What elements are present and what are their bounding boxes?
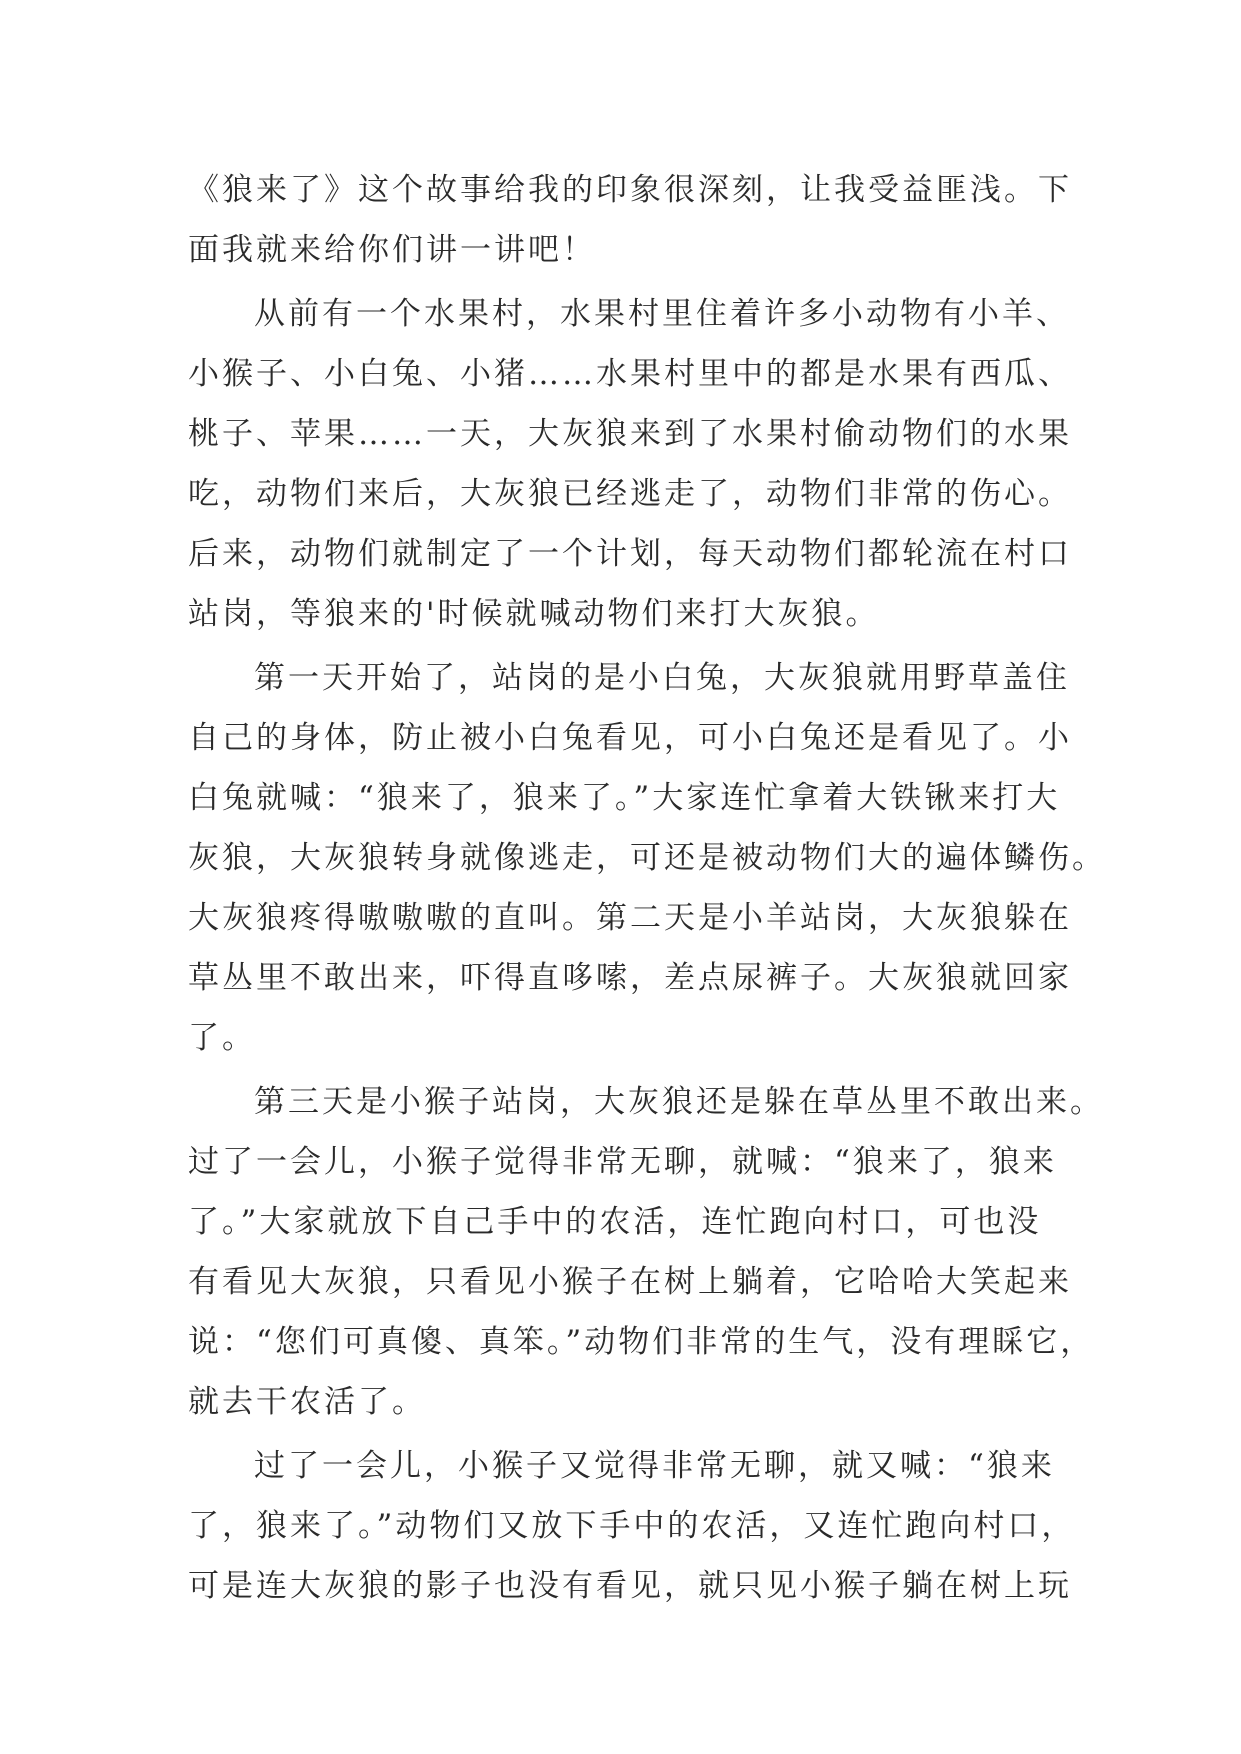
text-line: 过了一会儿，小猴子觉得非常无聊，就喊：“狼来了，狼来	[188, 1144, 1057, 1180]
text-line: 说：“您们可真傻、真笨。”动物们非常的生气，没有理睬它，	[188, 1324, 1095, 1360]
paragraph-3	[188, 648, 1106, 1068]
paragraph-1	[188, 160, 1088, 280]
paragraph-5	[188, 1436, 1088, 1616]
text-line: 就去干农活了。	[188, 1384, 426, 1420]
paragraph-2	[188, 284, 1088, 644]
story-text	[188, 160, 1106, 1616]
text-line: 从前有一个水果村，水果村里住着许多小动物有小羊、	[254, 296, 1070, 332]
text-line: 过了一会儿，小猴子又觉得非常无聊，就又喊：“狼来	[254, 1448, 1055, 1484]
text-line: 自己的身体，防止被小白兔看见，可小白兔还是看见了。小	[188, 720, 1072, 756]
text-line: 吃，动物们来后，大灰狼已经逃走了，动物们非常的伤心。	[188, 476, 1072, 512]
text-line: 有看见大灰狼，只看见小猴子在树上躺着，它哈哈大笑起来	[188, 1264, 1072, 1300]
text-line: 第三天是小猴子站岗，大灰狼还是躲在草丛里不敢出来。	[254, 1084, 1104, 1120]
text-line: 小猴子、小白兔、小猪……水果村里中的都是水果有西瓜、	[188, 356, 1072, 392]
text-line: 可是连大灰狼的影子也没有看见，就只见小猴子躺在树上玩	[188, 1568, 1072, 1604]
text-line: 站岗，等狼来的'时候就喊动物们来打大灰狼。	[188, 596, 880, 632]
text-line: 了。	[188, 1020, 256, 1056]
text-line: 面我就来给你们讲一讲吧！	[188, 232, 596, 268]
text-line: 灰狼，大灰狼转身就像逃走，可还是被动物们大的遍体鳞伤。	[188, 840, 1106, 876]
text-line: 第一天开始了，站岗的是小白兔，大灰狼就用野草盖住	[254, 660, 1070, 696]
text-line: 桃子、苹果……一天，大灰狼来到了水果村偷动物们的水果	[188, 416, 1072, 452]
text-line: 草丛里不敢出来，吓得直哆嗦，差点尿裤子。大灰狼就回家	[188, 960, 1072, 996]
paragraph-4	[188, 1072, 1104, 1432]
text-line: 白兔就喊：“狼来了，狼来了。”大家连忙拿着大铁锹来打大	[188, 780, 1061, 816]
text-line: 了，狼来了。”动物们又放下手中的农活，又连忙跑向村口，	[188, 1508, 1076, 1544]
text-line: 大灰狼疼得嗷嗷嗷的直叫。第二天是小羊站岗，大灰狼躲在	[188, 900, 1072, 936]
text-line: 后来，动物们就制定了一个计划，每天动物们都轮流在村口	[188, 536, 1072, 572]
text-line: 了。”大家就放下自己手中的农活，连忙跑向村口，可也没	[188, 1204, 1042, 1240]
text-line: 《狼来了》这个故事给我的印象很深刻，让我受益匪浅。下	[188, 172, 1072, 208]
